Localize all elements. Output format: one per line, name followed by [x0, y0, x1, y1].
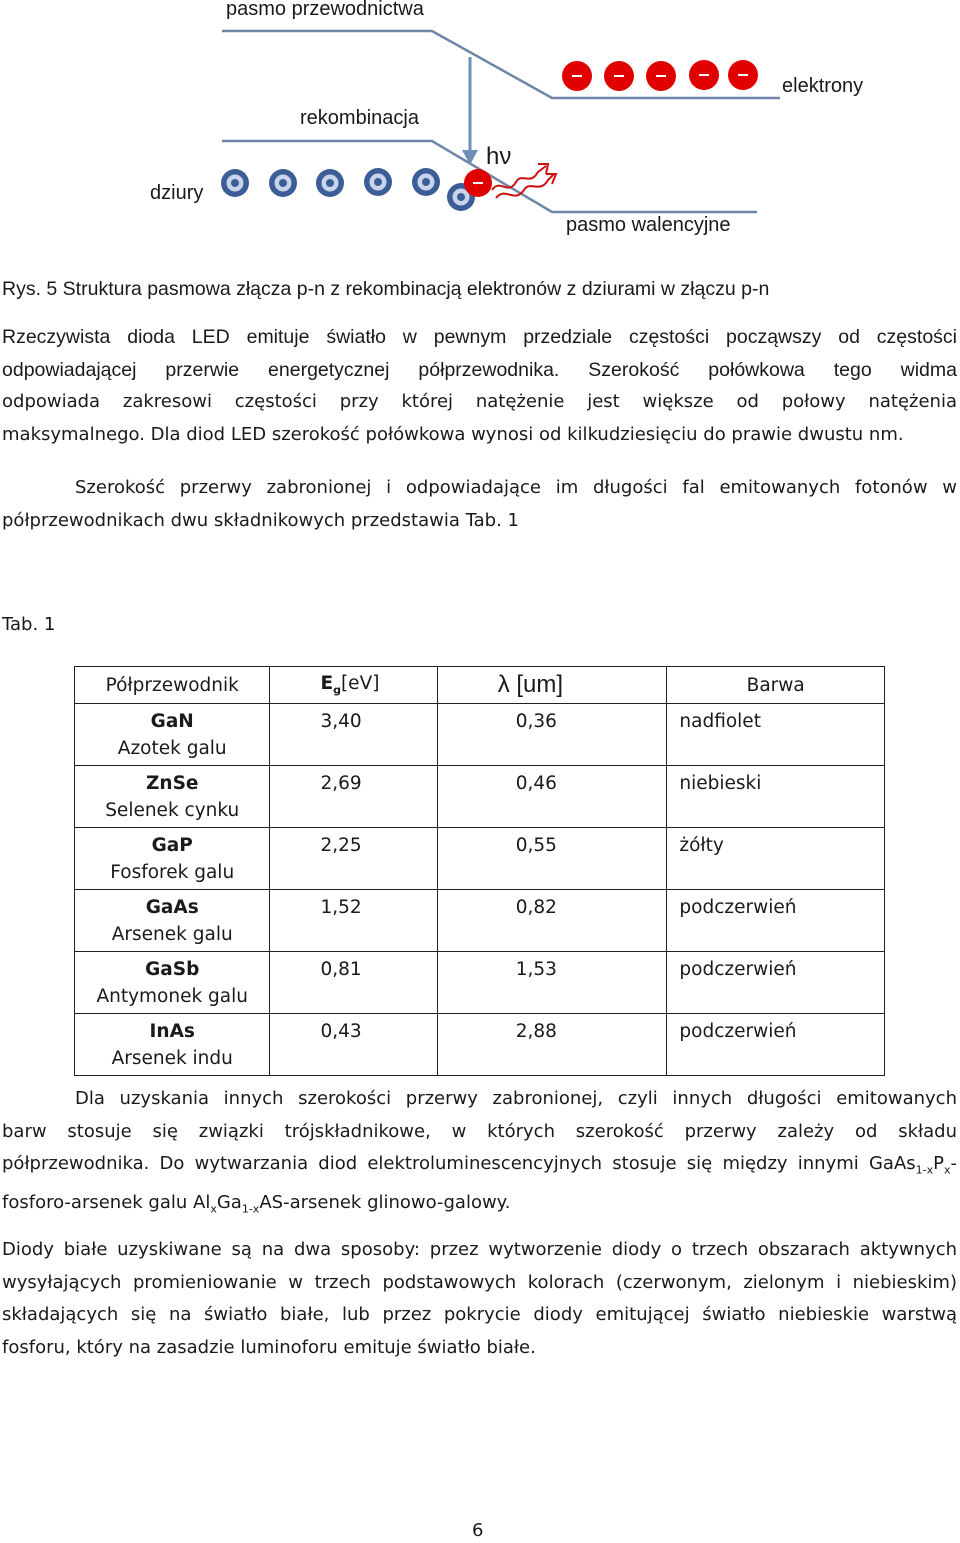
text-line: wysyłających promieniowanie w trzech podstawowych kolorach (czerwonym, zielonym i niebieskim)	[2, 1271, 957, 1293]
cell-wavelength: 1,53	[437, 952, 667, 1014]
semiconductor-name: Fosforek galu	[110, 862, 235, 883]
text-line: Szerokość przerwy zabronionej i odpowiadające im długości fal emitowanych fotonów w	[75, 477, 957, 498]
conduction-band-label: pasmo przewodnictwa	[226, 0, 424, 20]
hole-icon	[221, 169, 249, 197]
subscript: x	[210, 1202, 217, 1216]
cell-color: żółty	[667, 828, 885, 890]
cell-semiconductor	[75, 766, 270, 828]
cell-color: podczerwień	[667, 890, 885, 952]
paragraph-ternary-compounds	[2, 1083, 957, 1226]
holes-label: dziury	[150, 182, 204, 204]
electron-icon	[689, 60, 719, 90]
semiconductor-name: Azotek galu	[117, 738, 227, 759]
semiconductor-name: Arsenek indu	[111, 1048, 233, 1069]
cell-semiconductor	[75, 828, 270, 890]
text-line: maksymalnego. Dla diod LED szerokość połówkowa wynosi od kilkudziesięciu do prawie dwustu nm.	[2, 423, 904, 445]
paragraph-white-diodes	[2, 1234, 957, 1364]
semiconductor-symbol: GaN	[150, 711, 194, 732]
header-eg-symbol: E	[320, 673, 334, 695]
cell-color: nadfiolet	[667, 704, 885, 766]
table-row	[75, 1014, 885, 1076]
cell-wavelength: 2,88	[437, 1014, 667, 1076]
cell-semiconductor	[75, 1014, 270, 1076]
text-segment: -	[950, 1153, 957, 1174]
hole-icon	[364, 168, 392, 196]
text-line: Diody białe uzyskiwane są na dwa sposoby: przez wytworzenie diody o trzech obszarach aktywnych	[2, 1239, 957, 1260]
hole-icon	[412, 168, 440, 196]
cell-semiconductor	[75, 704, 270, 766]
band-structure-diagram	[0, 0, 960, 250]
semiconductor-symbol: GaAs	[145, 897, 199, 918]
electron-icon	[728, 60, 758, 90]
cell-energy-gap: 0,43	[270, 1014, 437, 1076]
text-line: barw stosuje się związki trójskładnikowe, w których szerokość przerwy zależy od składu	[2, 1120, 957, 1142]
header-semiconductor: Półprzewodnik	[75, 667, 270, 704]
electrons-group	[562, 60, 758, 91]
table-row	[75, 766, 885, 828]
semiconductor-name: Arsenek galu	[111, 924, 233, 945]
cell-wavelength: 0,55	[437, 828, 667, 890]
hole-icon	[316, 169, 344, 197]
text-line	[2, 1187, 957, 1226]
paragraph-table-intro	[2, 472, 957, 537]
cell-wavelength: 0,36	[437, 704, 667, 766]
electron-icon	[646, 61, 676, 91]
text-segment: AS-arsenek glinowo-galowy.	[259, 1192, 511, 1214]
text-segment: półprzewodnika. Do wytwarzania diod elektroluminescencyjnych stosuje się między innymi GaAs	[2, 1153, 916, 1174]
cell-energy-gap: 2,69	[270, 766, 437, 828]
hole-icon	[269, 169, 297, 197]
band-diagram-svg	[0, 0, 960, 250]
recombining-electron-icon	[464, 169, 492, 197]
subscript: x	[943, 1163, 951, 1177]
table-row	[75, 828, 885, 890]
photon-label: hν	[486, 143, 512, 170]
text-line: fosforu, który na zasadzie luminoforu emituje światło białe.	[2, 1336, 536, 1358]
text-line: odpowiadającej przerwie energetycznej półprzewodnika. Szerokość połówkowa tego widma	[2, 358, 957, 381]
electrons-label: elektrony	[782, 75, 864, 97]
table-row	[75, 952, 885, 1014]
table-row	[75, 704, 885, 766]
electron-icon	[562, 61, 592, 91]
figure-caption: Rys. 5 Struktura pasmowa złącza p-n z rekombinacją elektronów z dziurami w złączu p-n	[2, 278, 770, 300]
cell-color: podczerwień	[667, 1014, 885, 1076]
text-line	[2, 1148, 957, 1187]
header-color: Barwa	[667, 667, 885, 704]
electron-icon	[604, 61, 634, 91]
header-eg-unit: [eV]	[340, 673, 380, 695]
text-line: Rzeczywista dioda LED emituje światło w pewnym przedziale częstości począwszy od częstości	[2, 326, 957, 348]
cell-energy-gap: 0,81	[270, 952, 437, 1014]
table-header-row	[75, 667, 885, 704]
semiconductor-name: Antymonek galu	[96, 986, 249, 1007]
holes-group	[221, 168, 475, 211]
paragraph-led-spectrum	[2, 321, 957, 451]
cell-energy-gap: 1,52	[270, 890, 437, 952]
semiconductor-symbol: GaP	[151, 835, 193, 856]
table-label: Tab. 1	[2, 614, 56, 635]
text-line: składających się na światło białe, lub przez pokrycie diody emitującej światło niebieskie warstwą	[2, 1304, 957, 1325]
recombination-label: rekombinacja	[300, 107, 419, 129]
header-wavelength: λ [um]	[437, 667, 667, 704]
semiconductor-symbol: ZnSe	[145, 773, 199, 794]
page-number: 6	[472, 1520, 484, 1541]
cell-energy-gap: 2,25	[270, 828, 437, 890]
cell-color: niebieski	[667, 766, 885, 828]
semiconductor-name: Selenek cynku	[105, 800, 240, 821]
text-line: Dla uzyskania innych szerokości przerwy zabronionej, czyli innych długości emitowanych	[75, 1088, 957, 1109]
cell-wavelength: 0,46	[437, 766, 667, 828]
text-line: półprzewodnikach dwu składnikowych przedstawia Tab. 1	[2, 509, 519, 531]
semiconductor-symbol: InAs	[149, 1021, 195, 1042]
text-line: odpowiada zakresowi częstości przy której natężenie jest większe od połowy natężenia	[2, 391, 957, 412]
subscript: 1-x	[241, 1202, 260, 1216]
header-eg-sub: g	[333, 683, 341, 697]
subscript: 1-x	[915, 1163, 934, 1177]
cell-wavelength: 0,82	[437, 890, 667, 952]
cell-energy-gap: 3,40	[270, 704, 437, 766]
text-segment: fosforo-arsenek galu Al	[2, 1192, 211, 1214]
text-segment: Ga	[216, 1192, 242, 1214]
recombination-arrowhead	[462, 150, 478, 165]
cell-semiconductor	[75, 890, 270, 952]
cell-color: podczerwień	[667, 952, 885, 1014]
table-row	[75, 890, 885, 952]
header-energy-gap	[270, 667, 437, 704]
valence-band-label: pasmo walencyjne	[566, 214, 731, 236]
cell-semiconductor	[75, 952, 270, 1014]
semiconductor-symbol: GaSb	[145, 959, 200, 980]
text-segment: P	[933, 1153, 944, 1174]
semiconductor-table	[74, 666, 885, 1076]
